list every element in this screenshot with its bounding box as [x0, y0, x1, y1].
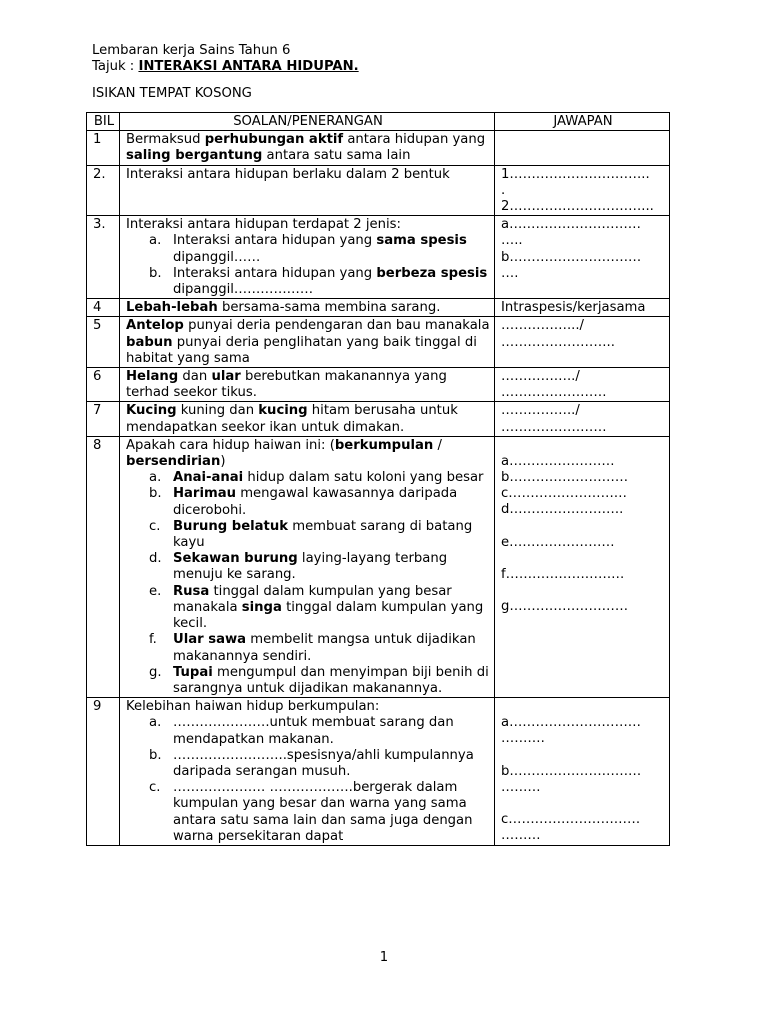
question-text — [126, 132, 490, 164]
text-run: punyai deria pendengaran dan bau manakala — [183, 318, 490, 334]
bold-term: ular — [211, 369, 241, 385]
answer-spacer — [501, 699, 665, 715]
text-run: antara hidupan yang — [343, 132, 486, 148]
bold-term: Rusa — [173, 583, 210, 599]
table-row — [87, 368, 670, 402]
answer-blank: e…………………… — [501, 534, 615, 550]
answer-blank: …………………… — [501, 419, 607, 435]
text-run: Interaksi antara hidupan yang — [173, 265, 377, 281]
topic-value: INTERAKSI ANTARA HIDUPAN. — [138, 59, 359, 74]
question-text — [126, 438, 490, 470]
table-row — [87, 402, 670, 436]
row-number: 5 — [87, 317, 120, 368]
answer-blank: b………………………… — [501, 763, 642, 779]
answer-cell — [495, 368, 670, 402]
bold-term: babun — [126, 334, 173, 350]
answer-spacer — [501, 438, 665, 454]
question-cell — [120, 299, 495, 317]
bold-term: berkumpulan — [334, 437, 434, 453]
answer-blank: …………………….. — [501, 334, 615, 350]
sub-item — [126, 584, 490, 633]
answer-cell — [495, 436, 670, 697]
instruction: ISIKAN TEMPAT KOSONG — [92, 86, 252, 101]
sub-item — [126, 632, 490, 664]
text-run: Bermaksud — [126, 132, 205, 148]
row-number: 6 — [87, 368, 120, 402]
answer-blank: d…………………….. — [501, 502, 624, 518]
sub-item-marker: g. — [149, 664, 162, 680]
text-run: ……………………..spesisnya/ahli kumpulannya daripada serangan musuh. — [173, 747, 474, 779]
answer-blank: a………………………… — [501, 217, 641, 233]
text-run: membelit mangsa untuk dijadikan makanannya sendiri. — [173, 632, 476, 664]
text-run: ) — [220, 454, 226, 470]
sub-item-marker: c. — [149, 518, 161, 534]
bold-term: Helang — [126, 369, 179, 385]
worksheet-title: Lembaran kerja Sains Tahun 6 — [92, 43, 291, 58]
row-number: 7 — [87, 402, 120, 436]
sub-item — [126, 551, 490, 583]
bold-term: Antelop — [126, 318, 184, 334]
sub-item-marker: b. — [149, 486, 162, 502]
row-number: 1 — [87, 131, 120, 165]
bold-term: Kucing — [126, 403, 177, 419]
sub-item-list — [126, 233, 490, 298]
question-cell — [120, 698, 495, 846]
answer-blank: g……………………… — [501, 599, 629, 615]
answer-cell — [495, 698, 670, 846]
question-cell — [120, 165, 495, 216]
bold-term: sama spesis — [376, 233, 467, 249]
sub-item-marker: b. — [149, 747, 162, 763]
sub-item — [126, 748, 490, 780]
answer-blank: b……………………… — [501, 470, 629, 486]
sub-item-marker: a. — [149, 470, 162, 486]
text-run: mengawal kawasannya daripada dicerobohi. — [173, 486, 458, 518]
text-run: ………………….untuk membuat sarang dan mendapatkan makanan. — [173, 715, 454, 747]
answer-cell — [495, 317, 670, 368]
answer-blank: …………….../ — [501, 318, 584, 334]
table-row — [87, 436, 670, 697]
bold-term: kucing — [258, 403, 308, 419]
text-run: antara satu sama lain — [262, 148, 411, 164]
bold-term: Sekawan burung — [173, 551, 298, 567]
sub-item — [126, 266, 490, 298]
bold-term: perhubungan aktif — [204, 132, 344, 148]
text-run: dan — [178, 369, 212, 385]
text-run: Interaksi antara hidupan berlaku dalam 2 bentuk — [126, 166, 450, 182]
answer-blank: f……………………… — [501, 566, 625, 582]
text-run: berebutkan makanannya yang terhad seekor tikus. — [126, 369, 447, 401]
bold-term: bersendirian — [126, 454, 221, 470]
answer-cell — [495, 165, 670, 216]
answer-blank: …………………… — [501, 385, 607, 401]
text-run: hitam berusaha untuk mendapatkan seekor ikan untuk dimakan. — [126, 403, 458, 435]
question-text — [126, 403, 490, 435]
sub-item-marker: a. — [149, 233, 162, 249]
answer-blank: ……………../ — [501, 403, 580, 419]
sub-item — [126, 233, 490, 265]
question-text — [126, 167, 490, 183]
answer-blank: ………. — [501, 731, 545, 747]
answer-cell — [495, 402, 670, 436]
bold-term: saling bergantung — [126, 148, 263, 164]
answer-cell — [495, 216, 670, 299]
header-bil: BIL — [87, 113, 120, 131]
answer-blank: c………………………… — [501, 811, 641, 827]
table-row — [87, 165, 670, 216]
table-row — [87, 216, 670, 299]
header-question: SOALAN/PENERANGAN — [120, 113, 495, 131]
text-run: dipanggil…… — [173, 249, 261, 265]
text-run: / — [433, 437, 442, 453]
answer-blank: Intraspesis/kerjasama — [501, 300, 646, 316]
answer-cell — [495, 131, 670, 165]
answer-blank: 1………………………….. — [501, 166, 650, 182]
answer-blank: c……………………… — [501, 486, 627, 502]
text-run: Interaksi antara hidupan terdapat 2 jenis: — [126, 217, 401, 233]
text-run: Apakah cara hidup haiwan ini: ( — [126, 437, 335, 453]
answer-blank: b………………………… — [501, 249, 642, 265]
sub-item — [126, 470, 490, 486]
question-cell — [120, 402, 495, 436]
table-row — [87, 698, 670, 846]
text-run: kuning dan — [176, 403, 259, 419]
sub-item-marker: c. — [149, 780, 161, 796]
question-text — [126, 699, 490, 715]
answer-spacer — [501, 519, 665, 535]
row-number: 9 — [87, 698, 120, 846]
text-run: tinggal dalam kumpulan yang kecil. — [173, 599, 484, 632]
sub-item — [126, 715, 490, 747]
worksheet-table — [86, 112, 670, 846]
answer-blank: a…………………… — [501, 453, 615, 469]
text-run: punyai deria penglihatan yang baik tinggal di habitat yang sama — [126, 334, 477, 366]
answer-spacer — [501, 551, 665, 567]
answer-spacer — [501, 748, 665, 764]
text-run: laying-layang terbang menuju ke sarang. — [173, 551, 448, 583]
answer-blank: ……… — [501, 828, 541, 844]
question-cell — [120, 368, 495, 402]
question-cell — [120, 436, 495, 697]
sub-item — [126, 665, 490, 697]
answer-blank: ……………../ — [501, 369, 580, 385]
text-run: ………………… ……………….bergerak dalam kumpulan yang besar dan warna yang sama antara satu sama lain dan sama juga dengan warna persekitaran dapat — [173, 780, 473, 844]
question-text — [126, 318, 490, 367]
text-run: tinggal dalam kumpulan yang besar manakala — [173, 583, 452, 615]
answer-blank: ….. — [501, 233, 523, 249]
table-body — [87, 131, 670, 846]
sub-item-marker: d. — [149, 551, 162, 567]
answer-cell — [495, 299, 670, 317]
answer-spacer — [501, 796, 665, 812]
table-row — [87, 317, 670, 368]
bold-term: Ular sawa — [173, 632, 247, 648]
answer-blank: …. — [501, 265, 519, 281]
bold-term: Harimau — [173, 486, 236, 502]
bold-term: Burung belatuk — [173, 518, 289, 534]
text-run: bersama-sama membina sarang. — [217, 300, 441, 316]
row-number: 3. — [87, 216, 120, 299]
topic-label: Tajuk : — [92, 59, 135, 74]
sub-item-list — [126, 470, 490, 697]
answer-blank: . — [501, 182, 506, 198]
bold-term: berbeza spesis — [376, 265, 488, 281]
bold-term: Tupai — [173, 664, 213, 680]
page-number: 1 — [379, 950, 389, 965]
text-run: membuat sarang di batang kayu — [173, 518, 473, 551]
bold-term: Lebah-lebah — [126, 300, 218, 316]
table-row — [87, 299, 670, 317]
question-text — [126, 217, 490, 233]
question-text — [126, 300, 490, 316]
text-run: dipanggil……………… — [173, 282, 314, 298]
question-text — [126, 369, 490, 401]
answer-spacer — [501, 583, 665, 599]
question-cell — [120, 317, 495, 368]
bold-term: Anai-anai — [173, 470, 244, 486]
answer-blank: ……… — [501, 779, 541, 795]
table-row — [87, 131, 670, 165]
bold-term: singa — [241, 599, 282, 615]
sub-item-list — [126, 715, 490, 845]
sub-item-marker: f. — [149, 632, 157, 648]
sub-item-marker: a. — [149, 715, 162, 731]
text-run: Kelebihan haiwan hidup berkumpulan: — [126, 699, 380, 715]
topic-line — [92, 59, 359, 75]
row-number: 2. — [87, 165, 120, 216]
header-answer: JAWAPAN — [495, 113, 670, 131]
sub-item — [126, 519, 490, 551]
text-run: hidup dalam satu koloni yang besar — [243, 470, 484, 486]
sub-item-marker: b. — [149, 265, 162, 281]
answer-blank: 2…………………………... — [501, 199, 654, 215]
question-cell — [120, 131, 495, 165]
sub-item — [126, 486, 490, 518]
table-header-row — [87, 113, 670, 131]
text-run: mengumpul dan menyimpan biji benih di sarangnya untuk dijadikan makanannya. — [173, 664, 489, 696]
question-cell — [120, 216, 495, 299]
text-run: Interaksi antara hidupan yang — [173, 233, 377, 249]
sub-item — [126, 780, 490, 845]
row-number: 8 — [87, 436, 120, 697]
sub-item-marker: e. — [149, 583, 162, 599]
row-number: 4 — [87, 299, 120, 317]
answer-blank: a………………………… — [501, 715, 641, 731]
